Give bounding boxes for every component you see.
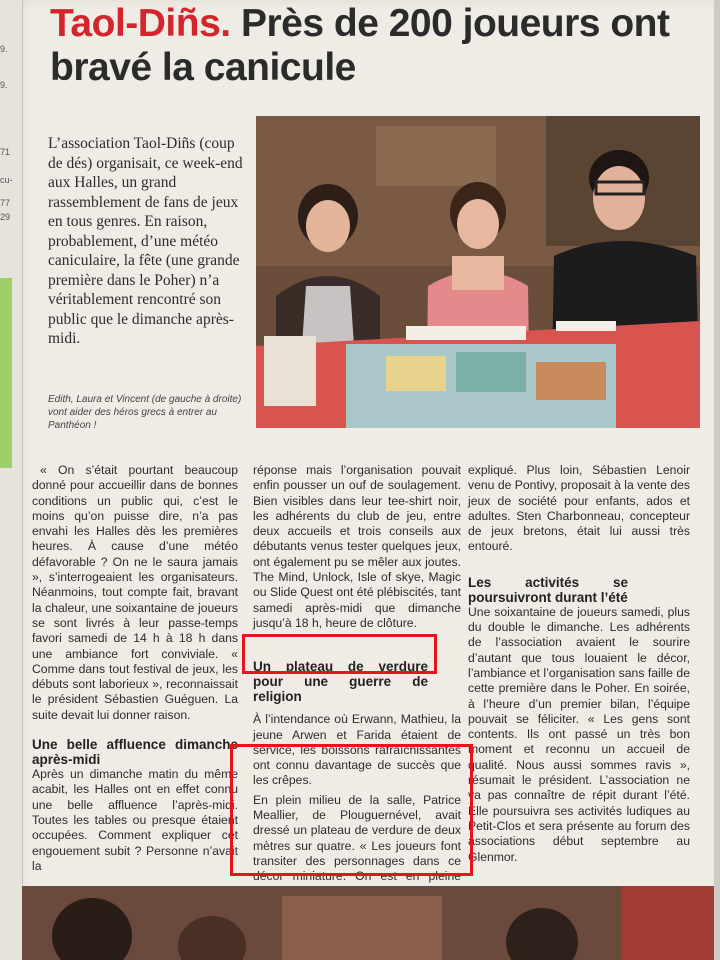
strip-text: 77 xyxy=(0,198,11,208)
strip-text: 9. xyxy=(0,44,8,54)
subheading: Un plateau de verdure pour une guerre de religion xyxy=(253,659,428,705)
paragraph: En plein milieu de la salle, Patrice Meallier, de Plouguernével, avait dressé un plateau de verdure de deux mètres sur quatre. « Les joueurs font transiter des personnages dans ce décor miniature. On est en pleine xyxy=(253,792,461,884)
article-column-3 xyxy=(468,463,690,865)
photo-caption: Edith, Laura et Vincent (de gauche à droite) vont aider des héros grecs à entrer au Panthéon ! xyxy=(48,394,242,431)
paragraph: réponse mais l’organisation pouvait enfin pousser un ouf de soulagement. Bien visibles dans leur tee-shirt noir, les adhérents du club de jeu, entre deux accueils et trois conseils aux débutants venus tester quelques jeux, ont également pu se mêler aux joutes. The Mind, Unlock, Isle of skye, Magic ou Slide Quest ont été plébiscités, tant samedi après-midi que dimanche jusqu’à 18 h, heure de clôture. xyxy=(253,463,461,630)
highlight-box-paragraph xyxy=(230,744,473,876)
paragraph: À l’intendance où Erwann, Mathieu, la jeune Arwen et Farida étaient de service, les boissons rafraîchissantes ont connu davantage de succès que les crêpes. xyxy=(253,712,461,788)
article-intro: L’association Taol-Diñs (coup de dés) organisait, ce week-end aux Halles, un grand rassemblement de fans de jeux en tous genres. En raison, probablement, d’une météo caniculaire, la fête (une grande première dans le Poher) n’a véritablement rencontré son public que le dimanche après-midi. xyxy=(48,135,243,347)
highlight-box-heading xyxy=(242,634,437,674)
adjacent-page-green-block xyxy=(0,278,12,468)
strip-text: cu- xyxy=(0,175,13,185)
article-headline xyxy=(50,2,700,90)
paragraph: Après un dimanche matin du même acabit, les Halles ont en effet connu une belle affluence l’après-midi. Toutes les tables ou presque étaient occupées. Comment expliquer cet engouement subit ? Personne n’avait la xyxy=(32,767,238,873)
strip-text: 71 xyxy=(0,147,11,157)
paragraph: expliqué. Plus loin, Sébastien Lenoir venu de Pontivy, proposait à la vente des jeux de société pour enfants, ados et adultes. Sten Charbonneau, concepteur de jeux bretons, était lui aussi très entouré. xyxy=(468,463,690,554)
subheading: Les activités se poursuivront durant l’été xyxy=(468,574,628,605)
next-article-photo xyxy=(22,886,714,960)
headline-brand: Taol-Diñs. xyxy=(50,2,231,45)
article-photo xyxy=(256,116,700,428)
article-column-1 xyxy=(32,463,238,874)
headline-title: Près de 200 joueurs ont bravé la canicule xyxy=(50,2,670,89)
adjacent-page-strip xyxy=(0,0,23,960)
strip-text: 9. xyxy=(0,80,8,90)
paragraph: « On s’était pourtant beaucoup donné pour accueillir dans de bonnes conditions un public qui, c’est le moins qu’on puisse dire, n’a pas envahi les Halles dès les premières heures. À cause d’une météo défavorable ? On ne le saura jamais », s’interrogeaient les organisateurs. Néanmoins, tout compte fait, bravant la chaleur, une soixantaine de joueurs se sont livrés à leur passe-temps favori samedi de 14 h à 18 h dans une ambiance fort conviviale. « Comme dans tout festival de jeux, les débuts sont laborieux », reconnaissait le président Sébastien Guéguen. La suite devait lui donner raison. xyxy=(32,463,238,722)
paragraph: Une soixantaine de joueurs samedi, plus du double le dimanche. Les adhérents de l’association avaient le sourire d’autant que tous louaient le décor, l’ambiance et l’organisation sans faille de cette première dans le Poher. En soirée, à l’heure d’un premier bilan, l’équipe pouvait se féliciter. « Les gens sont contents. Ils ont passé un très bon moment et reconnu un accueil de qualité. Nous aussi sommes ravis », résumait le président. L’association ne va pas connaître de répit durant l’été. Elle poursuivra ses activités ludiques au Petit-Clos et sera présente au forum des associations début septembre au Glenmor. xyxy=(468,604,690,864)
subheading: Une belle affluence dimanche après-midi xyxy=(32,737,238,768)
strip-text: 29 xyxy=(0,212,11,222)
